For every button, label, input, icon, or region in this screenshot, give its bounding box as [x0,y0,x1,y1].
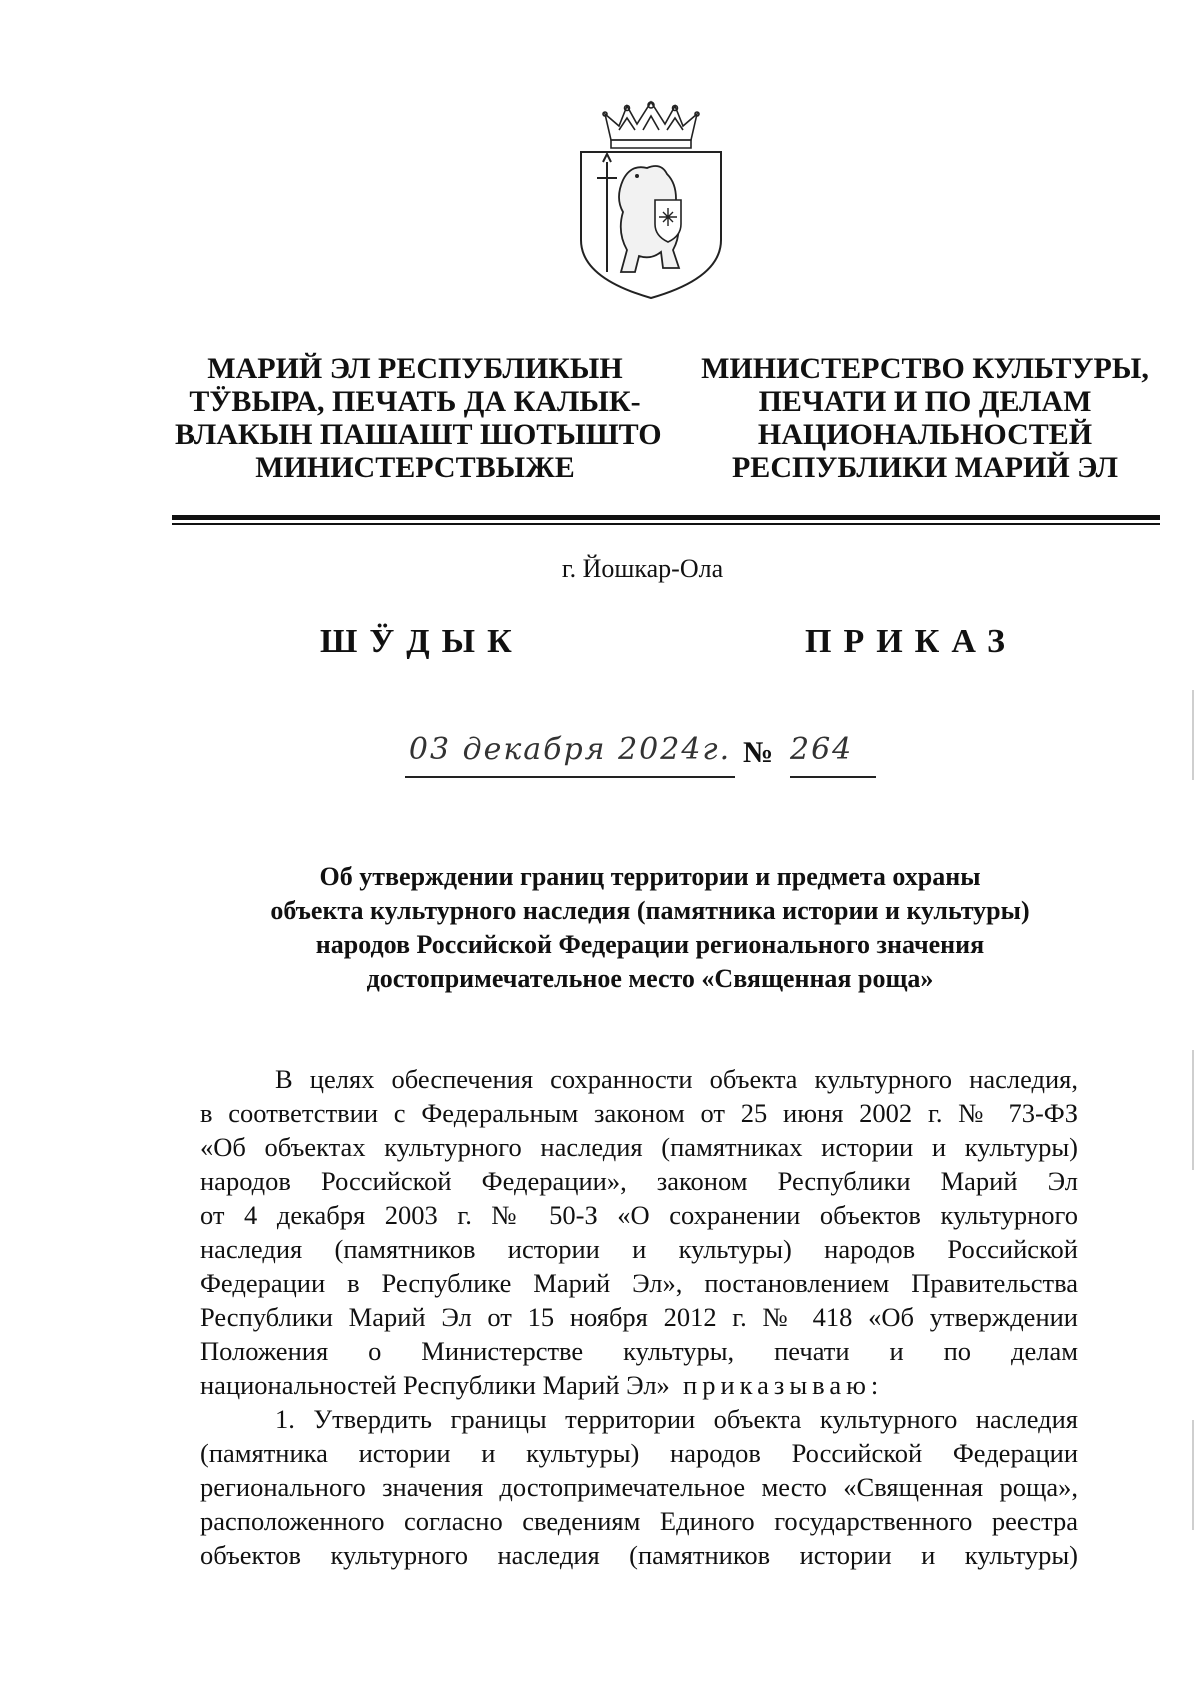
header-divider-thick [172,515,1160,520]
org-name-line: МИНИСТЕРСТВО КУЛЬТУРЫ, [701,352,1149,385]
org-name-line: НАЦИОНАЛЬНОСТЕЙ [757,418,1093,451]
org-name-line: ТӰВЫРА, ПЕЧАТЬ ДА КАЛЫК- [189,385,641,418]
order-word: приказываю: [683,1370,884,1400]
title-line: объекта культурного наследия (памятника истории и культуры) [270,896,1030,925]
org-name-line: РЕСПУБЛИКИ МАРИЙ ЭЛ [731,451,1118,484]
doc-type-russian: ПРИКАЗ [805,623,1017,660]
body-line: Положения о Министерстве культуры, печати и по делам [200,1336,1078,1366]
scan-edge-mark [1192,690,1194,780]
body-line-last [200,1368,1078,1402]
org-name-line: МАРИЙ ЭЛ РЕСПУБЛИКЫН [207,352,623,385]
org-name-line: МИНИСТЕРСТВЫЖЕ [255,451,575,484]
city-name: г. Йошкар-Ола [561,554,724,583]
date-number-line [405,730,875,778]
body-line: объектов культурного наследия (памятников истории и культуры) [200,1540,1078,1570]
scan-edge-mark [1192,1420,1194,1530]
body-line: наследия (памятников истории и культуры) народов Российской [200,1234,1078,1264]
title-line: достопримечательное место «Священная роща» [366,964,934,993]
doc-type-mari: ШӰДЫК [320,623,524,660]
document-body [200,1062,1078,1572]
org-name-line: ПЕЧАТИ И ПО ДЕЛАМ [758,385,1092,418]
body-line: от 4 декабря 2003 г. № 50-З «О сохранении объектов культурного [200,1200,1078,1230]
body-line: регионального значения достопримечательное место «Священная роща», [200,1472,1078,1502]
scan-edge-mark [1192,1050,1194,1170]
handwritten-number: 264 [790,730,876,778]
body-line-text: национальностей Республики Марий Эл» [200,1370,670,1400]
body-line: народов Российской Федерации», законом Республики Марий Эл [200,1166,1078,1196]
handwritten-date: 03 декабря 2024г. [405,730,735,778]
body-line: в соответствии с Федеральным законом от 25 июня 2002 г. № 73-ФЗ [200,1098,1078,1128]
number-label: № [743,736,774,769]
title-line: народов Российской Федерации регионального значения [315,930,985,959]
org-name-russian [690,352,1160,484]
body-line: Федерации в Республике Марий Эл», постановлением Правительства [200,1268,1078,1298]
org-name-mari [175,352,662,484]
title-line: Об утверждении границ территории и предмета охраны [319,862,981,891]
header-divider-thin [172,523,1160,525]
body-line: 1. Утвердить границы территории объекта культурного наследия [275,1404,1078,1434]
body-line: В целях обеспечения сохранности объекта культурного наследия, [275,1064,1078,1094]
body-line: «Об объектах культурного наследия (памятниках истории и культуры) [200,1132,1078,1162]
body-line: расположенного согласно сведениям Единого государственного реестра [200,1506,1078,1536]
document-title [150,860,1150,996]
body-line: Республики Марий Эл от 15 ноября 2012 г. № 418 «Об утверждении [200,1302,1078,1332]
org-name-line: ВЛАКЫН ПАШАШТ ШОТЫШТО [175,418,662,451]
body-line: (памятника истории и культуры) народов Российской Федерации [200,1438,1078,1468]
coat-of-arms-mari-el-icon [575,100,727,300]
